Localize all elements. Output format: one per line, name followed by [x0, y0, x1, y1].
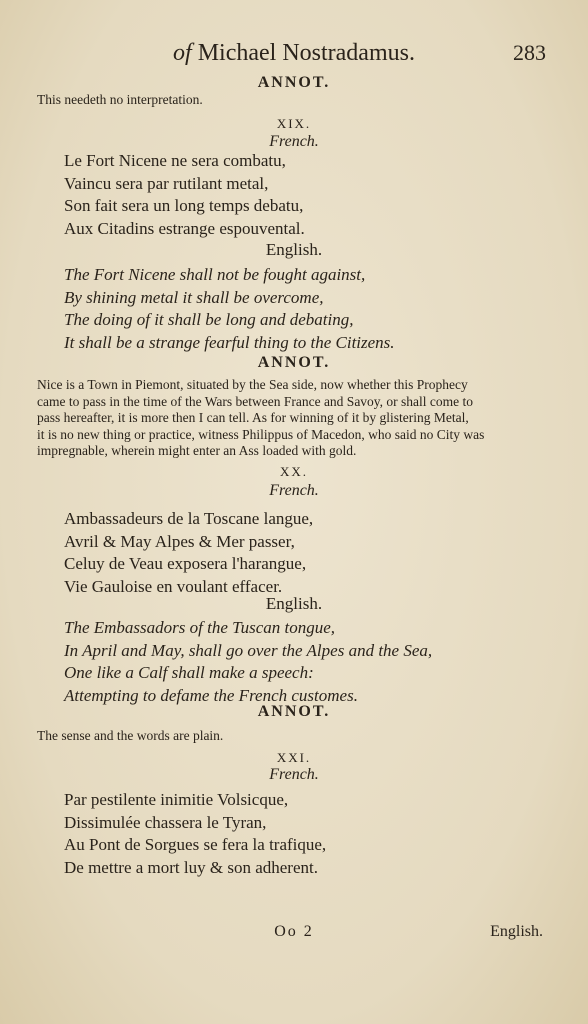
- french-verse: [64, 150, 305, 240]
- verse-line: The doing of it shall be long and debating,: [64, 310, 354, 329]
- verse-line: Attempting to defame the French customes.: [64, 685, 358, 705]
- english-verse: [64, 617, 432, 707]
- verse-line: Le Fort Nicene ne sera combatu,: [64, 151, 286, 170]
- header-of: of: [173, 40, 192, 66]
- french-label: French.: [269, 133, 319, 150]
- running-header: [0, 40, 588, 67]
- verse-line: Celuy de Veau exposera l'harangue,: [64, 554, 307, 573]
- verse-line: In April and May, shall go over the Alpes and the Sea,: [64, 640, 433, 660]
- annot-heading: ANNOT.: [257, 74, 331, 91]
- signature-mark: Oo 2: [274, 923, 314, 940]
- english-label: English.: [265, 240, 323, 259]
- header-title: Michael Nostradamus.: [197, 40, 415, 66]
- verse-line: One like a Calf shall make a speech:: [64, 663, 314, 682]
- verse-line: Aux Citadins estrange espouvental.: [64, 218, 305, 238]
- english-verse: [64, 264, 395, 354]
- french-label: French.: [269, 766, 319, 783]
- french-label: French.: [269, 482, 319, 499]
- verse-line: Vie Gauloise en voulant effacer.: [64, 576, 283, 596]
- verse-line: Dissimulée chassera le Tyran,: [64, 812, 267, 832]
- quatrain-number: XX.: [279, 464, 309, 479]
- french-verse: [64, 789, 326, 879]
- quatrain-number: XIX.: [276, 116, 312, 131]
- note-line: impregnable, wherein might enter an Ass loaded with gold.: [37, 443, 357, 458]
- annot-heading: ANNOT.: [257, 703, 331, 720]
- annot-text: This needeth no interpretation.: [37, 92, 203, 107]
- quatrain-number: XXI.: [276, 750, 312, 765]
- verse-line: Son fait sera un long temps debatu,: [64, 196, 304, 215]
- verse-line: It shall be a strange fearful thing to the Citizens.: [64, 332, 395, 352]
- annot-heading: ANNOT.: [257, 354, 331, 371]
- note-line: pass hereafter, it is more then I can tell. As for winning of it by glistering Metal,: [37, 410, 469, 425]
- annot-text: [37, 377, 484, 460]
- note-line: came to pass in the time of the Wars between France and Savoy, or shall come to: [37, 393, 474, 409]
- verse-line: Avril & May Alpes & Mer passer,: [64, 531, 295, 551]
- annot-text: The sense and the words are plain.: [37, 728, 224, 743]
- verse-line: Au Pont de Sorgues se fera la trafique,: [64, 835, 327, 854]
- verse-line: Vaincu sera par rutilant metal,: [64, 173, 269, 193]
- verse-line: De mettre a mort luy & son adherent.: [64, 857, 318, 877]
- note-line: Nice is a Town in Piemont, situated by the Sea side, now whether this Prophecy: [37, 377, 468, 392]
- verse-line: The Fort Nicene shall not be fought against,: [64, 265, 366, 284]
- note-line: it is no new thing or practice, witness Philippus of Macedon, who said no City was: [37, 426, 485, 442]
- verse-line: The Embassadors of the Tuscan tongue,: [64, 618, 336, 637]
- english-label: English.: [265, 594, 323, 613]
- page-number: 283: [513, 40, 546, 65]
- verse-line: Ambassadeurs de la Toscane langue,: [64, 509, 314, 528]
- french-verse: [64, 508, 313, 598]
- verse-line: Par pestilente inimitie Volsicque,: [64, 790, 289, 809]
- catchword: English.: [490, 923, 543, 940]
- verse-line: By shining metal it shall be overcome,: [64, 287, 324, 307]
